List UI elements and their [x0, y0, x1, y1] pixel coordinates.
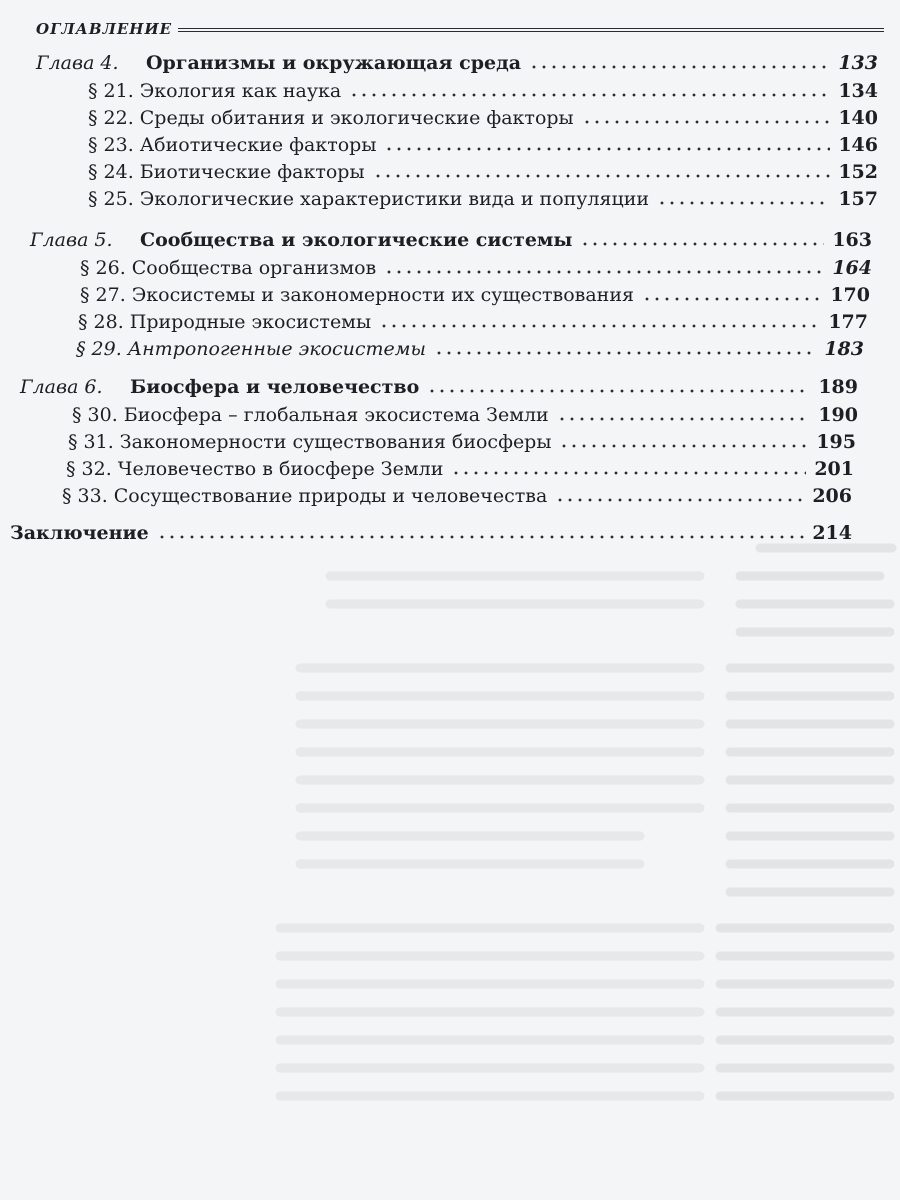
- section-label: § 30.: [72, 404, 118, 426]
- toc-section-24[interactable]: [88, 159, 878, 185]
- toc-section-21[interactable]: [88, 78, 878, 104]
- section-title: Биотические факторы: [139, 161, 365, 183]
- page-number: 189: [818, 376, 858, 398]
- toc-section-28[interactable]: [78, 309, 868, 335]
- section-label: § 22.: [88, 107, 134, 129]
- section-title: Биосфера – глобальная экосистема Земли: [123, 404, 549, 426]
- page-number: 134: [838, 80, 878, 102]
- toc-chapter-5[interactable]: [30, 227, 872, 253]
- dot-leader: [434, 351, 816, 355]
- page-number: 206: [812, 485, 852, 507]
- page-title: ОГЛАВЛЕНИЕ: [36, 20, 173, 38]
- page-number: 164: [832, 257, 872, 279]
- toc-chapter-4[interactable]: [36, 50, 878, 76]
- section-label: § 28.: [78, 311, 124, 333]
- page-number: 133: [838, 52, 878, 74]
- header-rule: [178, 28, 884, 32]
- dot-leader: [373, 174, 831, 178]
- section-title: Экология как наука: [139, 80, 342, 102]
- chapter-title: Биосфера и человечество: [130, 376, 420, 398]
- section-title: Закономерности существования биосферы: [119, 431, 552, 453]
- page-number: 157: [838, 188, 878, 210]
- chapter-title: Организмы и окружающая среда: [146, 52, 522, 74]
- dot-leader: [557, 417, 811, 421]
- dot-leader: [384, 147, 830, 151]
- dot-leader: [379, 324, 820, 328]
- dot-leader: [427, 389, 810, 393]
- section-label: § 23.: [88, 134, 134, 156]
- toc-section-30[interactable]: [72, 402, 858, 428]
- dot-leader: [384, 270, 824, 274]
- page-number: 183: [824, 338, 864, 360]
- dot-leader: [451, 471, 806, 475]
- toc-section-27[interactable]: [80, 282, 870, 308]
- page-number: 201: [814, 458, 854, 480]
- dot-leader: [580, 242, 824, 246]
- dot-leader: [555, 498, 804, 502]
- page-number: 170: [830, 284, 870, 306]
- section-label: § 21.: [88, 80, 134, 102]
- toc-chapter-6[interactable]: [20, 374, 858, 400]
- bleed-through-lines: [0, 540, 900, 1140]
- page-number: 152: [838, 161, 878, 183]
- section-label: § 29.: [76, 338, 122, 360]
- section-title: Экологические характеристики вида и популяции: [139, 188, 650, 210]
- dot-leader: [529, 65, 830, 69]
- page-number: 190: [818, 404, 858, 426]
- section-title: Среды обитания и экологические факторы: [139, 107, 574, 129]
- dot-leader: [657, 201, 830, 205]
- toc-section-25[interactable]: [88, 186, 878, 212]
- section-label: § 31.: [68, 431, 114, 453]
- section-label: § 33.: [62, 485, 108, 507]
- toc-section-23[interactable]: [88, 132, 878, 158]
- chapter-label: Глава 4.: [36, 52, 119, 74]
- page-number: 177: [828, 311, 868, 333]
- chapter-label: Глава 5.: [30, 229, 113, 251]
- conclusion-title: Заключение: [10, 522, 149, 544]
- section-title: Антропогенные экосистемы: [127, 338, 427, 360]
- toc-section-26[interactable]: [80, 255, 872, 281]
- dot-leader: [349, 93, 830, 97]
- chapter-label: Глава 6.: [20, 376, 103, 398]
- page-number: 140: [838, 107, 878, 129]
- toc-section-31[interactable]: [68, 429, 856, 455]
- toc-section-32[interactable]: [66, 456, 854, 482]
- dot-leader: [642, 297, 822, 301]
- dot-leader: [559, 444, 808, 448]
- section-label: § 24.: [88, 161, 134, 183]
- toc-section-33[interactable]: [62, 483, 852, 509]
- page-number: 163: [832, 229, 872, 251]
- page-number: 195: [816, 431, 856, 453]
- section-title: Сосуществование природы и человечества: [113, 485, 548, 507]
- section-label: § 26.: [80, 257, 126, 279]
- section-label: § 25.: [88, 188, 134, 210]
- page-header: [36, 18, 884, 42]
- dot-leader: [582, 120, 831, 124]
- page-number: 146: [838, 134, 878, 156]
- dot-leader: [157, 535, 805, 539]
- section-title: Природные экосистемы: [129, 311, 372, 333]
- section-title: Абиотические факторы: [139, 134, 377, 156]
- section-title: Сообщества организмов: [131, 257, 377, 279]
- page-number: 214: [812, 522, 852, 544]
- section-title: Человечество в биосфере Земли: [117, 458, 444, 480]
- section-label: § 27.: [80, 284, 126, 306]
- section-label: § 32.: [66, 458, 112, 480]
- toc-section-22[interactable]: [88, 105, 878, 131]
- chapter-title: Сообщества и экологические системы: [140, 229, 573, 251]
- toc-section-29[interactable]: [76, 336, 864, 362]
- section-title: Экосистемы и закономерности их существования: [131, 284, 634, 306]
